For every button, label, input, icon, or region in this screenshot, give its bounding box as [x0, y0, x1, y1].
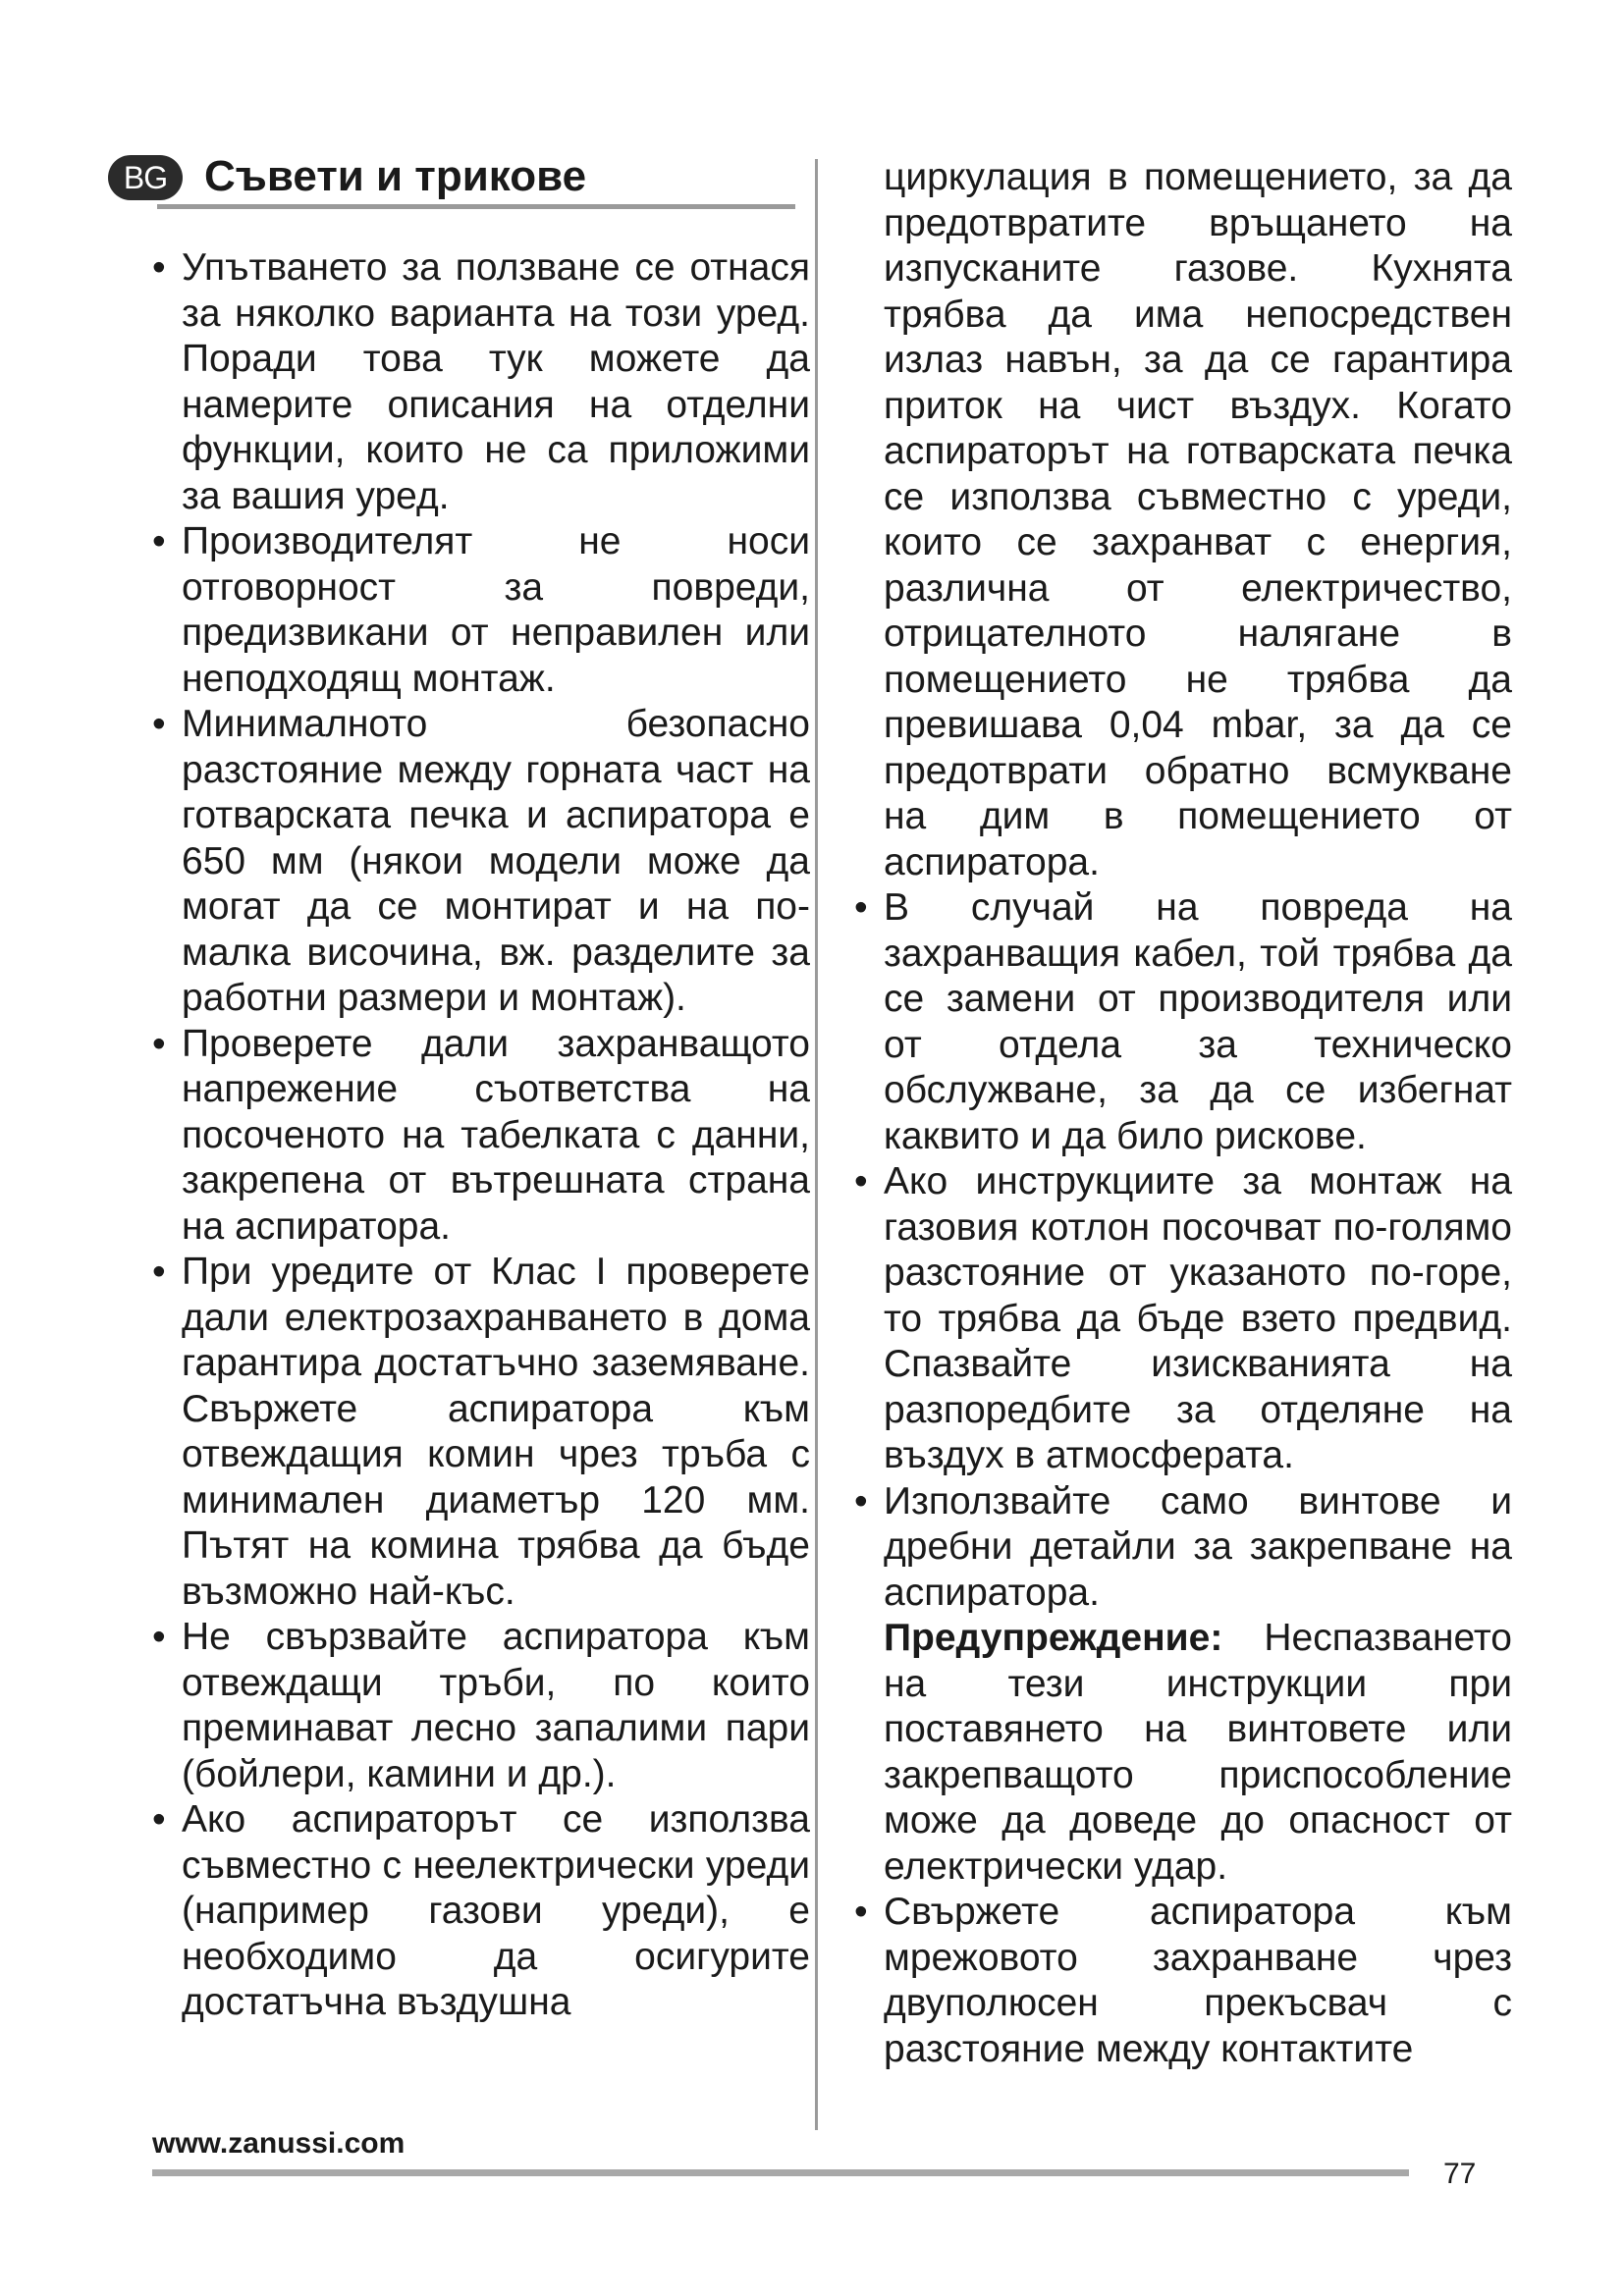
right-column: [854, 155, 1512, 2072]
list-item: [152, 1250, 810, 1615]
warning-label: Предупреждение:: [884, 1617, 1223, 1659]
list-item: [854, 885, 1512, 1159]
list-item: [854, 1890, 1512, 2072]
bullet-icon: •: [152, 1798, 166, 1841]
bullet-icon: •: [854, 886, 868, 929]
list-item-text: Ако инструкциите за монтаж на газовия котлон посочват по-голямо разстояние от указаното по-горе, то трябва да бъде взето предвид. Спазвайте изискванията на разпоредбите за отделяне на въздух в атмосферата.: [884, 1160, 1512, 1476]
list-item: [152, 519, 810, 702]
footer-rule: [152, 2169, 1409, 2176]
list-item: [854, 1159, 1512, 1479]
column-divider: [815, 159, 818, 2130]
bullet-icon: •: [152, 1251, 166, 1293]
section-header: [108, 147, 795, 206]
bullet-icon: •: [152, 1616, 166, 1658]
bullet-icon: •: [854, 1479, 868, 1522]
list-item-text: При уредите от Клас I проверете дали електрозахранването в дома гарантира достатъчно заземяване. Свържете аспиратора към отвеждащия комин чрез тръба с минимален диаметър 120 мм. Пътят на комина трябва да бъде възможно най-къс.: [182, 1251, 810, 1613]
list-item: [152, 702, 810, 1022]
list-item: [152, 1615, 810, 1797]
bullet-icon: •: [152, 703, 166, 745]
footer-url[interactable]: www.zanussi.com: [152, 2127, 406, 2160]
title-underline: [157, 204, 795, 209]
list-item-text: Ако аспираторът се използва съвместно с неелектрически уреди (например газови уреди), е необходимо да осигурите достатъчна въздушна: [182, 1798, 810, 2023]
list-item: [152, 1022, 810, 1251]
bullet-icon: •: [854, 1891, 868, 1933]
bullet-icon: •: [152, 520, 166, 562]
bullet-icon: •: [152, 246, 166, 289]
list-item-text: Производителят не носи отговорност за повреди, предизвикани от неправилен или неподходящ монтаж.: [182, 520, 810, 700]
bullet-icon: •: [854, 1160, 868, 1202]
warning-paragraph: [854, 1616, 1512, 1890]
list-item-text: Свържете аспиратора към мрежовото захранване чрез двуполюсен прекъсвач с разстояние между контактите: [884, 1891, 1512, 2070]
left-column: [152, 245, 810, 2026]
list-item-text: Не свързвайте аспиратора към отвеждащи тръби, по които преминават лесно запалими пари (бойлери, камини и др.).: [182, 1616, 810, 1795]
list-item-text: Минималното безопасно разстояние между горната част на готварската печка и аспиратора е 650 мм (някои модели може да могат да се монтират и на по-малка височина, вж. разделите за работни размери и монтаж).: [182, 703, 810, 1019]
bullet-icon: •: [152, 1022, 166, 1065]
page-number: 77: [1443, 2158, 1477, 2190]
list-item-text: В случай на повреда на захранващия кабел, той трябва да се замени от производителя или от отдела за техническо обслужване, за да се избегнат каквито и да било рискове.: [884, 886, 1512, 1157]
language-badge: BG: [108, 155, 183, 200]
list-item-text: Използвайте само винтове и дребни детайли за закрепване на аспиратора.: [884, 1479, 1512, 1614]
continuation-paragraph: циркулация в помещението, за да предотвратите връщането на изпусканите газове. Кухнята трябва да има непосредствен излаз навън, за да се гарантира приток на чист въздух. Когато аспираторът на готварската печка се използва съвместно с уреди, които се захранват с енергия, различна от електричество, отрицателното налягане в помещението не трябва да превишава 0,04 mbar, за да се предотврати обратно всмукване на дим в помещението от аспиратора.: [884, 156, 1512, 883]
warning-text: Неспазването на тези инструкции при поставянето на винтовете или закрепващото приспособление може да доведе до опасност от електрически удар.: [884, 1617, 1512, 1888]
list-item-text: Проверете дали захранващото напрежение съответства на посоченото на табелката с данни, закрепена от вътрешната страна на аспиратора.: [182, 1022, 810, 1248]
list-item-text: Упътването за ползване се отнася за няколко варианта на този уред. Поради това тук можете да намерите описания на отделни функции, които не са приложими за вашия уред.: [182, 246, 810, 517]
list-item: [854, 1479, 1512, 1617]
list-item: [152, 245, 810, 519]
page-title: Съвети и трикове: [204, 152, 587, 200]
list-item: [152, 1797, 810, 2026]
